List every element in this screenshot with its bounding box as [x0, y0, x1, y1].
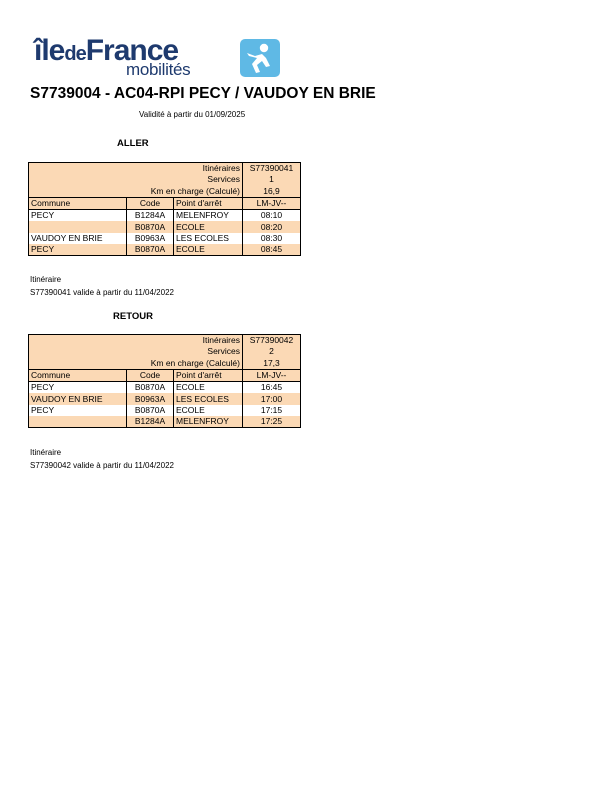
cell-point: ECOLE: [174, 382, 243, 394]
cell-commune: VAUDOY EN BRIE: [29, 233, 127, 244]
table-row: [29, 244, 301, 256]
retour-itinerary-note: [30, 446, 174, 472]
column-header-point: Point d'arrêt: [174, 197, 243, 209]
cell-code: B1284A: [127, 210, 174, 222]
retour-itineraires-row: [29, 335, 301, 347]
cell-time: 08:45: [243, 244, 301, 256]
logo-word-de: de: [64, 43, 86, 65]
column-header-code: Code: [127, 197, 174, 209]
itineraires-label: Itinéraires: [29, 335, 243, 347]
retour-km-value: 17,3: [243, 358, 301, 370]
cell-code: B0963A: [127, 233, 174, 244]
aller-itineraire-value: S77390041: [243, 163, 301, 175]
aller-itineraires-row: [29, 163, 301, 175]
retour-note-text: S77390042 valide à partir du 11/04/2022: [30, 461, 174, 470]
table-row: [29, 393, 301, 404]
cell-point: LES ECOLES: [174, 393, 243, 404]
km-label: Km en charge (Calculé): [29, 358, 243, 370]
table-row: [29, 233, 301, 244]
table-row: [29, 382, 301, 394]
aller-services-value: 1: [243, 174, 301, 185]
cell-code: B0870A: [127, 382, 174, 394]
km-label: Km en charge (Calculé): [29, 186, 243, 198]
cell-time: 16:45: [243, 382, 301, 394]
cell-point: ECOLE: [174, 221, 243, 232]
logo-subtitle: mobilités: [126, 60, 191, 79]
cell-commune: PECY: [29, 244, 127, 256]
cell-code: B0963A: [127, 393, 174, 404]
cell-time: 08:20: [243, 221, 301, 232]
aller-column-headers: [29, 197, 301, 209]
cell-commune: [29, 416, 127, 428]
aller-table: [28, 162, 301, 256]
aller-services-row: [29, 174, 301, 185]
retour-column-headers: [29, 369, 301, 381]
table-row: [29, 210, 301, 222]
page-title: S7739004 - AC04-RPI PECY / VAUDOY EN BRIE: [30, 85, 376, 102]
aller-note-text: S77390041 valide à partir du 11/04/2022: [30, 288, 174, 297]
cell-commune: PECY: [29, 210, 127, 222]
aller-note-title: Itinéraire: [30, 275, 62, 284]
cell-point: LES ECOLES: [174, 233, 243, 244]
cell-commune: [29, 221, 127, 232]
retour-itineraire-value: S77390042: [243, 335, 301, 347]
cell-commune: PECY: [29, 382, 127, 394]
idfm-logo: [34, 36, 250, 80]
cell-code: B0870A: [127, 244, 174, 256]
retour-table: [28, 334, 301, 428]
cell-commune: PECY: [29, 405, 127, 416]
cell-point: MELENFROY: [174, 416, 243, 428]
cell-time: 17:00: [243, 393, 301, 404]
aller-km-row: [29, 186, 301, 198]
aller-itinerary-note: [30, 273, 174, 299]
column-header-point: Point d'arrêt: [174, 369, 243, 381]
services-label: Services: [29, 174, 243, 185]
cell-code: B0870A: [127, 405, 174, 416]
cell-time: 17:15: [243, 405, 301, 416]
column-header-code: Code: [127, 369, 174, 381]
validity-text: Validité à partir du 01/09/2025: [139, 110, 246, 119]
column-header-days: LM-JV--: [243, 197, 301, 209]
person-icon: [240, 39, 280, 77]
cell-point: ECOLE: [174, 405, 243, 416]
column-header-commune: Commune: [29, 197, 127, 209]
aller-label: ALLER: [117, 138, 149, 149]
cell-time: 17:25: [243, 416, 301, 428]
cell-point: ECOLE: [174, 244, 243, 256]
logo-person-icon: [240, 39, 280, 77]
retour-km-row: [29, 358, 301, 370]
table-row: [29, 416, 301, 428]
logo-word-france: France: [85, 34, 179, 67]
itineraires-label: Itinéraires: [29, 163, 243, 175]
cell-commune: VAUDOY EN BRIE: [29, 393, 127, 404]
cell-time: 08:30: [243, 233, 301, 244]
aller-km-value: 16,9: [243, 186, 301, 198]
table-row: [29, 221, 301, 232]
cell-code: B0870A: [127, 221, 174, 232]
column-header-commune: Commune: [29, 369, 127, 381]
services-label: Services: [29, 346, 243, 357]
cell-time: 08:10: [243, 210, 301, 222]
retour-services-value: 2: [243, 346, 301, 357]
column-header-days: LM-JV--: [243, 369, 301, 381]
retour-label: RETOUR: [113, 311, 153, 322]
cell-code: B1284A: [127, 416, 174, 428]
retour-services-row: [29, 346, 301, 357]
cell-point: MELENFROY: [174, 210, 243, 222]
table-row: [29, 405, 301, 416]
retour-note-title: Itinéraire: [30, 448, 62, 457]
logo-word-ile: île: [34, 34, 65, 67]
